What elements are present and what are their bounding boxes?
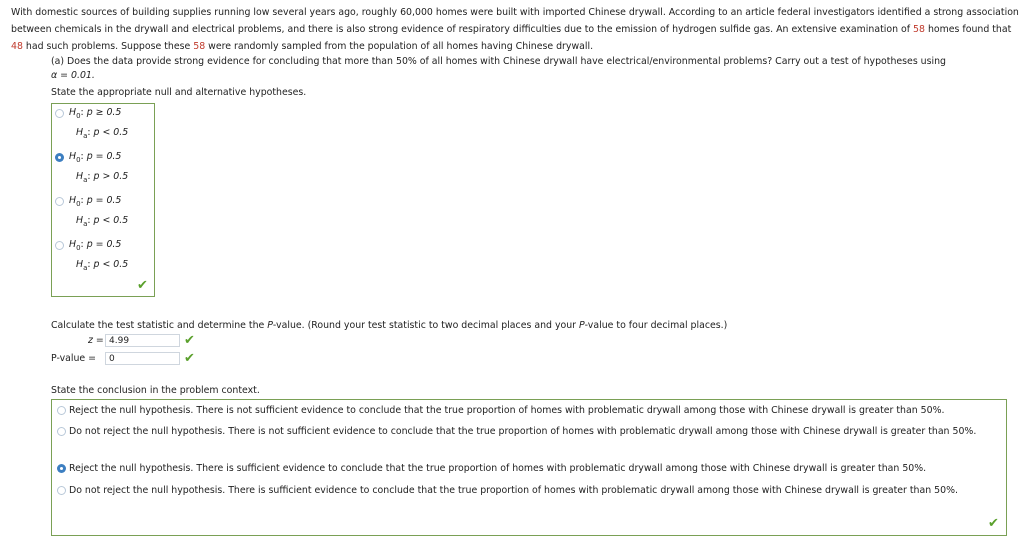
null-hypothesis: p ≥ 0.5	[86, 107, 122, 118]
null-hypothesis: p = 0.5	[86, 151, 122, 162]
radio-button[interactable]	[55, 241, 64, 250]
p-value-input[interactable]: 0	[105, 352, 180, 365]
hypotheses-choice-box: $H_0$: p ≥ 0.5 $H_a$: p < 0.5 $H_0$: p = 0.5 $H_a$: p > 0.5 $H_0$: p = 0.5 $H_a$: p < 0.5 $H_0$: p = 0.5 $H_a$: p < 0.5 ✔	[51, 103, 155, 297]
conclusion-text: Reject the null hypothesis. There is sufficient evidence to conclude that the true proportion of homes with problematic drywall among those with Chinese drywall is greater than 50%.	[69, 463, 927, 474]
sample-size-repeat: 58	[193, 41, 206, 52]
intro-text-4: were randomly sampled from the population of all homes having Chinese drywall.	[205, 41, 594, 52]
test-statistic-prompt: Calculate the test statistic and determine the P-value. (Round your test statistic to two decimal places and your P-value to four decimal places.)	[51, 320, 728, 331]
conclusion-option-1[interactable]	[57, 402, 997, 419]
checkmark-icon: ✔	[137, 278, 148, 293]
conclusion-choice-box	[51, 399, 1007, 536]
null-hypothesis: p = 0.5	[86, 239, 122, 250]
conclusion-option-4[interactable]	[57, 482, 997, 516]
z-statistic-input[interactable]: 4.99	[105, 334, 180, 347]
success-count: 48	[11, 41, 23, 52]
z-label: z =	[88, 335, 104, 346]
sample-size: 58	[913, 24, 925, 35]
conclusion-text: Do not reject the null hypothesis. There is sufficient evidence to conclude that the true proportion of homes with problematic drywall among those with Chinese drywall is greater than 50%.	[69, 485, 958, 496]
p-value-label: P-value =	[51, 353, 97, 364]
null-hypothesis: p = 0.5	[86, 195, 122, 206]
radio-button[interactable]	[57, 427, 66, 436]
intro-text-3: had such problems. Suppose these	[22, 41, 194, 52]
conclusion-text: Reject the null hypothesis. There is not sufficient evidence to conclude that the true proportion of homes with problematic drywall among those with Chinese drywall is greater than 50%.	[69, 405, 945, 416]
checkmark-icon: ✔	[988, 516, 999, 531]
alpha-level: α = 0.01.	[51, 70, 95, 81]
radio-button[interactable]	[55, 197, 64, 206]
radio-button[interactable]	[55, 109, 64, 118]
alt-hypothesis: p < 0.5	[93, 215, 129, 226]
conclusion-text: Do not reject the null hypothesis. There is not sufficient evidence to conclude that the true proportion of homes with problematic drywall among those with Chinese drywall is greater than 50%.	[69, 426, 977, 437]
radio-button[interactable]	[57, 406, 66, 415]
checkmark-icon: ✔	[184, 351, 195, 366]
intro-text-1: With domestic sources of building supplies running low several years ago, roughly 60,000 homes were built with imported Chinese drywall. According to an article federal investigators identified a strong association between chemicals in the drywall and electrical problems, and there is also strong evidence of respiratory difficulties due to the emission of hydrogen sulfide gas. An extensive examination of	[11, 7, 1019, 35]
part-a-question: (a) Does the data provide strong evidence for concluding that more than 50% of all homes with Chinese drywall have electrical/environmental problems? Carry out a test of hypotheses using	[51, 56, 947, 67]
alt-hypothesis: p < 0.5	[93, 127, 129, 138]
conclusion-option-2[interactable]	[57, 423, 997, 457]
conclusion-option-3[interactable]	[57, 460, 997, 477]
conclusion-label: State the conclusion in the problem context.	[51, 385, 260, 396]
problem-intro	[11, 4, 1019, 55]
intro-text-2: homes found that	[924, 24, 1012, 35]
radio-button-selected[interactable]	[55, 153, 64, 162]
radio-button-selected[interactable]	[57, 464, 66, 473]
radio-button[interactable]	[57, 486, 66, 495]
hypotheses-label: State the appropriate null and alternative hypotheses.	[51, 87, 307, 98]
checkmark-icon: ✔	[184, 333, 195, 348]
alt-hypothesis: p > 0.5	[93, 171, 129, 182]
alt-hypothesis: p < 0.5	[93, 259, 129, 270]
part-a-prompt	[51, 55, 1011, 83]
